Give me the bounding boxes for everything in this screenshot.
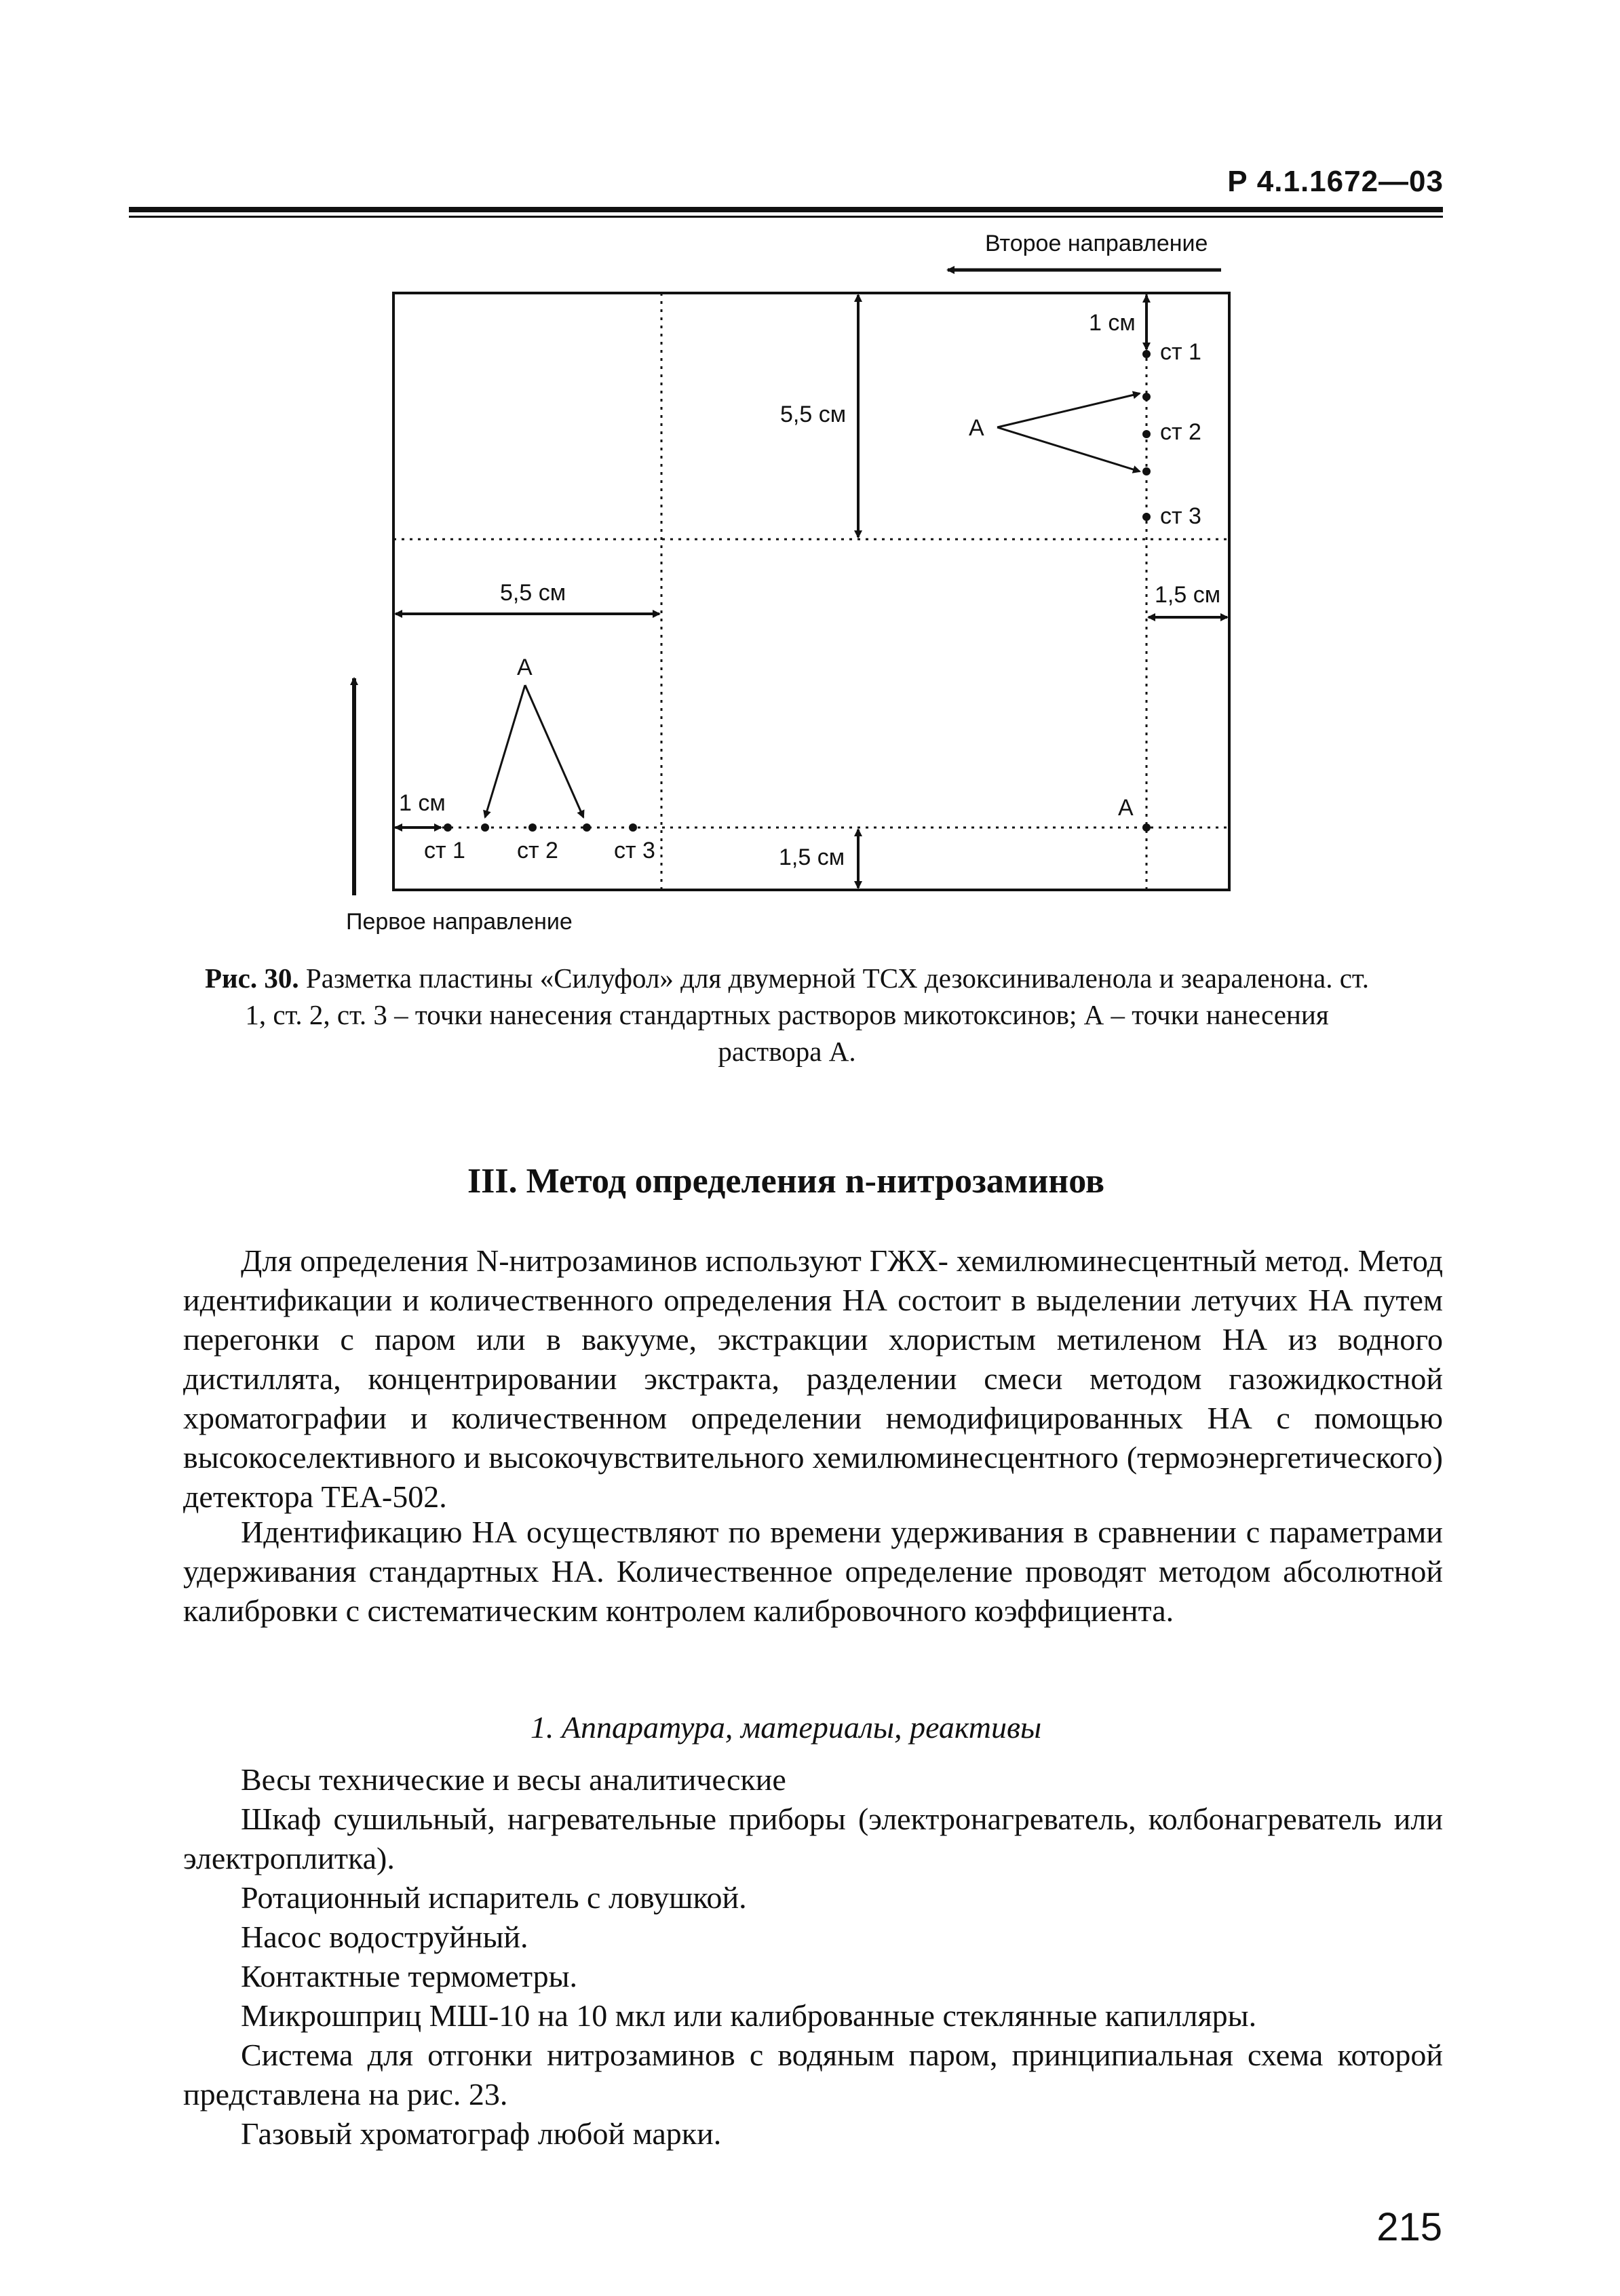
paragraph-2-text: Идентификацию НА осуществляют по времени удерживания в сравнении с параметрами удерживания стандартных НА. Количественное определение проводят методом абсолютной калибровки с систематическим контролем калибровочного коэффициента.: [183, 1515, 1443, 1628]
dim-bottom-1cm-label: 1 см: [399, 790, 446, 816]
point-a-right-label: А: [1118, 795, 1134, 821]
list-item: Насос водоструйный.: [241, 1920, 528, 1954]
dim-horizontal-55-label: 5,5 см: [500, 580, 566, 606]
list-item: Система для отгонки нитрозаминов с водяным паром, принципиальная схема которой представлена на рис. 23.: [183, 2038, 1443, 2112]
st3-dot-upper: [1142, 513, 1151, 521]
caption-text: Разметка пластины «Силуфол» для двумерной ТСХ дезоксиниваленола и зеараленона. ст. 1, ст. 2, ст. 3 – точки нанесения стандартных растворов микотоксинов; А – точки нанесения раствора А.: [245, 962, 1369, 1067]
list-item: Контактные термометры.: [241, 1959, 578, 1993]
st1-label-upper: ст 1: [1160, 339, 1201, 365]
list-item: Весы технические и весы аналитические: [241, 1762, 786, 1797]
subsection-title: 1. Аппаратура, материалы, реактивы: [530, 1710, 1042, 1745]
st3-label-upper: ст 3: [1160, 503, 1201, 529]
document-code: Р 4.1.1672—03: [1227, 165, 1444, 198]
st2-label-upper: ст 2: [1160, 419, 1201, 445]
paragraph-1-text: Для определения N-нитрозаминов используют ГЖХ- хемилюминесцентный метод. Метод идентификации и количественного определения НА состоит в выделении летучих НА путем перегонки с паром или в вакууме, экстракции хлористым метиленом НА из водного дистиллята, концентрировании экстракта, разделении смеси методом газожидкостной хроматографии и количественном определении немодифицированных НА с помощью высокоселективного и высокочувствительного хемилюминесцентного (термоэнергетического) детектора ТЕА-502.: [183, 1243, 1443, 1514]
second-direction-label: Второе направление: [985, 231, 1208, 256]
equipment-list: [183, 1760, 1443, 2154]
list-item: Шкаф сушильный, нагревательные приборы (электронагреватель, колбонагреватель или электроплитка).: [183, 1802, 1443, 1875]
point-a-lower-label: А: [517, 655, 533, 680]
st3-dot-lower: [629, 823, 637, 832]
st3-label-lower: ст 3: [614, 838, 655, 863]
dim-bottom-15-label: 1,5 см: [779, 844, 845, 870]
figure-caption: [204, 960, 1370, 1070]
list-item: Микрошприц МШ-10 на 10 мкл или калиброванные стеклянные капилляры.: [241, 1998, 1257, 2033]
list-item: Ротационный испаритель с ловушкой.: [241, 1880, 747, 1915]
section-title: III. Метод определения n-нитрозаминов: [467, 1162, 1105, 1201]
point-a-right-dot: [1142, 823, 1151, 832]
paragraph-2: [183, 1513, 1443, 1631]
st2-dot-upper: [1142, 430, 1151, 438]
list-item: Газовый хроматограф любой марки.: [241, 2116, 722, 2151]
dim-right-15-label: 1,5 см: [1155, 582, 1221, 608]
first-direction-label: Первое направление: [346, 909, 573, 935]
st1-label-lower: ст 1: [424, 838, 465, 863]
page-number: 215: [1376, 2205, 1442, 2249]
point-a-upper-label: А: [969, 415, 984, 441]
st2-label-lower: ст 2: [517, 838, 558, 863]
paragraph-1: [183, 1241, 1443, 1517]
st1-dot-lower: [444, 823, 452, 832]
caption-label: Рис. 30.: [205, 962, 299, 994]
plate-diagram: [0, 0, 1620, 950]
dim-vertical-55-label: 5,5 см: [780, 402, 847, 427]
dim-top-1cm-label: 1 см: [1089, 310, 1136, 336]
st2-dot-lower: [528, 823, 537, 832]
st1-dot-upper: [1142, 350, 1151, 358]
